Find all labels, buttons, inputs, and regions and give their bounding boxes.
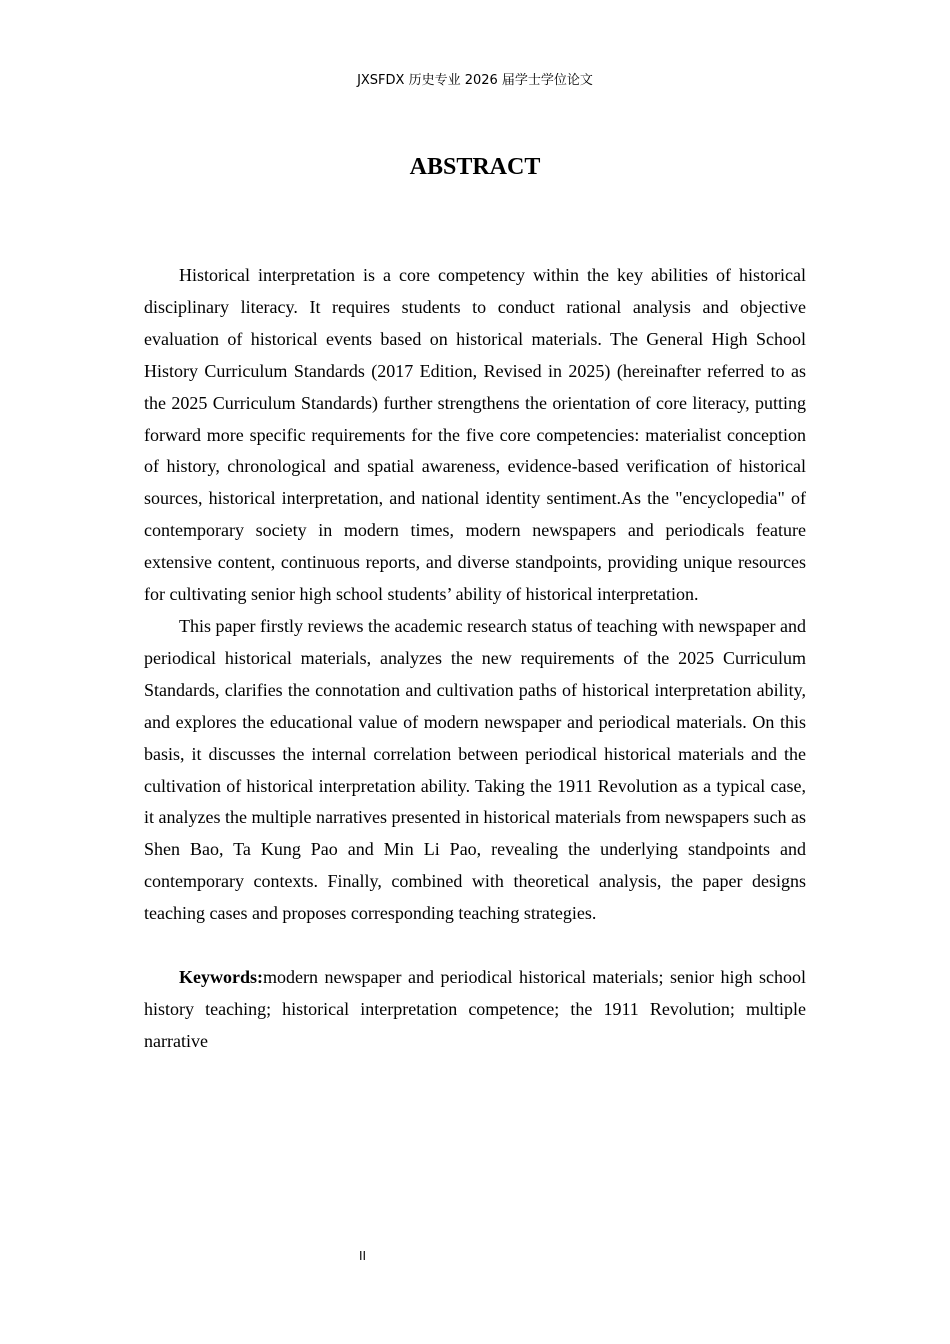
keywords-text: modern newspaper and periodical historical materials; senior high school history teaching; historical interpretation competence; the 1911 Revolution; multiple narrative bbox=[144, 967, 806, 1051]
abstract-paragraph-1: Historical interpretation is a core competency within the key abilities of historical disciplinary literacy. It requires students to conduct rational analysis and objective evaluation of historical events based on historical materials. The General High School History Curriculum Standards (2017 Edition, Revised in 2025) (hereinafter referred to as the 2025 Curriculum Standards) further strengthens the orientation of core literacy, putting forward more specific requirements for the five core competencies: materialist conception of history, chronological and spatial awareness, evidence-based verification of historical sources, historical interpretation, and national identity sentiment.As the "encyclopedia" of contemporary society in modern times, modern newspapers and periodicals feature extensive content, continuous reports, and diverse standpoints, providing unique resources for cultivating senior high school students’ ability of historical interpretation. bbox=[144, 265, 806, 605]
abstract-paragraph-2: This paper firstly reviews the academic research status of teaching with newspaper and periodical historical materials, analyzes the new requirements of the 2025 Curriculum Standards, clarifies the connotation and cultivation paths of historical interpretation ability, and explores the educational value of modern newspaper and periodical materials. On this basis, it discusses the internal correlation between periodical historical materials and the cultivation of historical interpretation ability. Taking the 1911 Revolution as a typical case, it analyzes the multiple narratives presented in historical materials from newspapers such as Shen Bao, Ta Kung Pao and Min Li Pao, revealing the underlying standpoints and contemporary contexts. Finally, combined with theoretical analysis, the paper designs teaching cases and proposes corresponding teaching strategies. bbox=[144, 615, 806, 924]
keywords-label: Keywords: bbox=[179, 967, 263, 988]
page-number: II bbox=[359, 1249, 367, 1263]
keywords-paragraph bbox=[144, 962, 806, 1058]
paragraph-spacer bbox=[144, 930, 806, 962]
page-header: JXSFDX 历史专业 2026 届学士学位论文 bbox=[357, 73, 593, 88]
abstract-body bbox=[144, 260, 806, 1058]
abstract-title: ABSTRACT bbox=[409, 154, 541, 180]
